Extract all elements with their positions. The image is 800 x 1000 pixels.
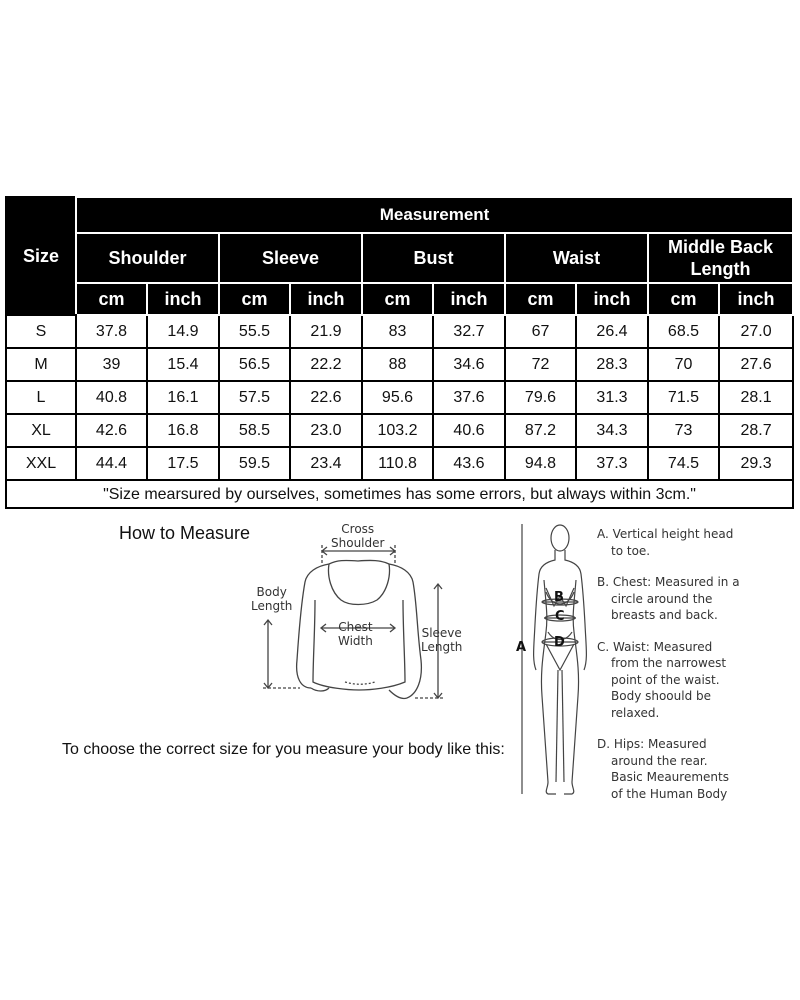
table-cell: 23.4 [290,447,362,480]
legend-item-b [597,574,787,624]
size-label: M [6,348,76,381]
table-cell: 37.3 [576,447,648,480]
column-header-middle-back-length: Middle Back Length [648,233,793,283]
legend-c-line5: relaxed. [611,705,660,720]
marker-a: A [516,640,527,655]
unit-header: inch [290,283,362,315]
table-cell: 40.8 [76,381,147,414]
table-row [6,414,793,447]
body-length-label [251,585,292,613]
table-cell: 28.1 [719,381,793,414]
legend-d-line3: Basic Meaurements [611,770,729,784]
column-header-bust: Bust [362,233,505,283]
marker-b: B [554,590,564,605]
table-row [6,447,793,480]
table-cell: 88 [362,348,433,381]
legend-b-line3: breasts and back. [611,608,718,622]
table-cell: 32.7 [433,315,505,348]
size-header: Size [6,197,76,315]
table-cell: 94.8 [505,447,576,480]
cross-shoulder-label-line1: Cross [341,522,375,536]
table-cell: 27.6 [719,348,793,381]
measure-instruction: To choose the correct size for you measure your body like this: [62,741,505,758]
table-cell: 15.4 [147,348,219,381]
sleeve-length-label [421,626,462,654]
legend-a-line1: A. Vertical height head [597,527,734,541]
table-cell: 110.8 [362,447,433,480]
table-cell: 23.0 [290,414,362,447]
size-label: S [6,315,76,348]
table-cell: 37.8 [76,315,147,348]
chest-width-label-line2: Width [338,634,373,648]
chest-width-label-line1: Chest [338,620,373,634]
legend-b-line1: B. Chest: Measured in a [597,575,740,589]
unit-header: inch [433,283,505,315]
legend-c-line4: Body shoould be [611,689,712,703]
legend-item-a [597,526,787,559]
table-cell: 22.6 [290,381,362,414]
table-cell: 14.9 [147,315,219,348]
measurement-header: Measurement [76,197,793,233]
table-cell: 42.6 [76,414,147,447]
table-cell: 40.6 [433,414,505,447]
unit-header: inch [147,283,219,315]
size-label: L [6,381,76,414]
marker-d: D [554,635,565,650]
unit-header: cm [219,283,290,315]
table-cell: 56.5 [219,348,290,381]
size-note: "Size mearsured by ourselves, sometimes has some errors, but always within 3cm." [6,480,793,508]
table-cell: 79.6 [505,381,576,414]
cross-shoulder-label-line2: Shoulder [331,536,385,550]
table-cell: 17.5 [147,447,219,480]
legend-d-line1: D. Hips: Measured [597,737,707,751]
legend-c-line3: point of the waist. [611,672,720,687]
table-cell: 44.4 [76,447,147,480]
sleeve-length-label-line2: Length [421,640,463,654]
cross-shoulder-label [331,522,384,550]
table-cell: 37.6 [433,381,505,414]
table-cell: 43.6 [433,447,505,480]
unit-header: cm [362,283,433,315]
legend-c-line2: from the narrowest [611,656,727,670]
human-body-diagram [508,520,598,800]
table-cell: 58.5 [219,414,290,447]
table-cell: 22.2 [290,348,362,381]
table-cell: 87.2 [505,414,576,447]
chest-width-label [338,620,373,648]
table-row [6,348,793,381]
table-cell: 73 [648,414,719,447]
table-cell: 31.3 [576,381,648,414]
table-cell: 67 [505,315,576,348]
table-cell: 28.3 [576,348,648,381]
body-length-arrow [263,620,300,688]
body-outline [534,525,587,794]
table-cell: 39 [76,348,147,381]
legend-d-line2: around the rear. [611,753,708,768]
column-header-waist: Waist [505,233,648,283]
table-cell: 83 [362,315,433,348]
table-row [6,381,793,414]
unit-header: cm [505,283,576,315]
measurement-legend [597,526,787,817]
table-cell: 57.5 [219,381,290,414]
table-cell: 95.6 [362,381,433,414]
table-cell: 28.7 [719,414,793,447]
size-chart-table [5,196,794,509]
legend-item-d [597,736,787,802]
legend-b-line2: circle around the [611,591,713,606]
column-header-sleeve: Sleeve [219,233,362,283]
table-cell: 29.3 [719,447,793,480]
table-cell: 71.5 [648,381,719,414]
table-cell: 68.5 [648,315,719,348]
marker-c: C [555,609,565,624]
legend-a-line2: to toe. [611,543,651,558]
unit-header: cm [648,283,719,315]
legend-item-c [597,639,787,722]
body-length-label-line2: Length [251,599,293,613]
how-to-measure-title: How to Measure [119,523,251,543]
table-cell: 103.2 [362,414,433,447]
size-table-body [6,315,793,480]
unit-header: cm [76,283,147,315]
table-cell: 16.8 [147,414,219,447]
table-row [6,315,793,348]
column-header-shoulder: Shoulder [76,233,219,283]
table-cell: 70 [648,348,719,381]
table-cell: 72 [505,348,576,381]
unit-header: inch [576,283,648,315]
unit-header: inch [719,283,793,315]
legend-c-line1: C. Waist: Measured [597,639,713,654]
table-cell: 34.6 [433,348,505,381]
measure-lines [522,524,578,794]
size-label: XXL [6,447,76,480]
body-length-label-line1: Body [256,585,287,599]
table-cell: 21.9 [290,315,362,348]
table-cell: 55.5 [219,315,290,348]
legend-d-line4: of the Human Body [611,786,728,801]
table-cell: 26.4 [576,315,648,348]
sleeve-length-label-line1: Sleeve [421,626,462,640]
table-cell: 16.1 [147,381,219,414]
table-cell: 27.0 [719,315,793,348]
table-cell: 34.3 [576,414,648,447]
table-cell: 59.5 [219,447,290,480]
size-label: XL [6,414,76,447]
table-cell: 74.5 [648,447,719,480]
